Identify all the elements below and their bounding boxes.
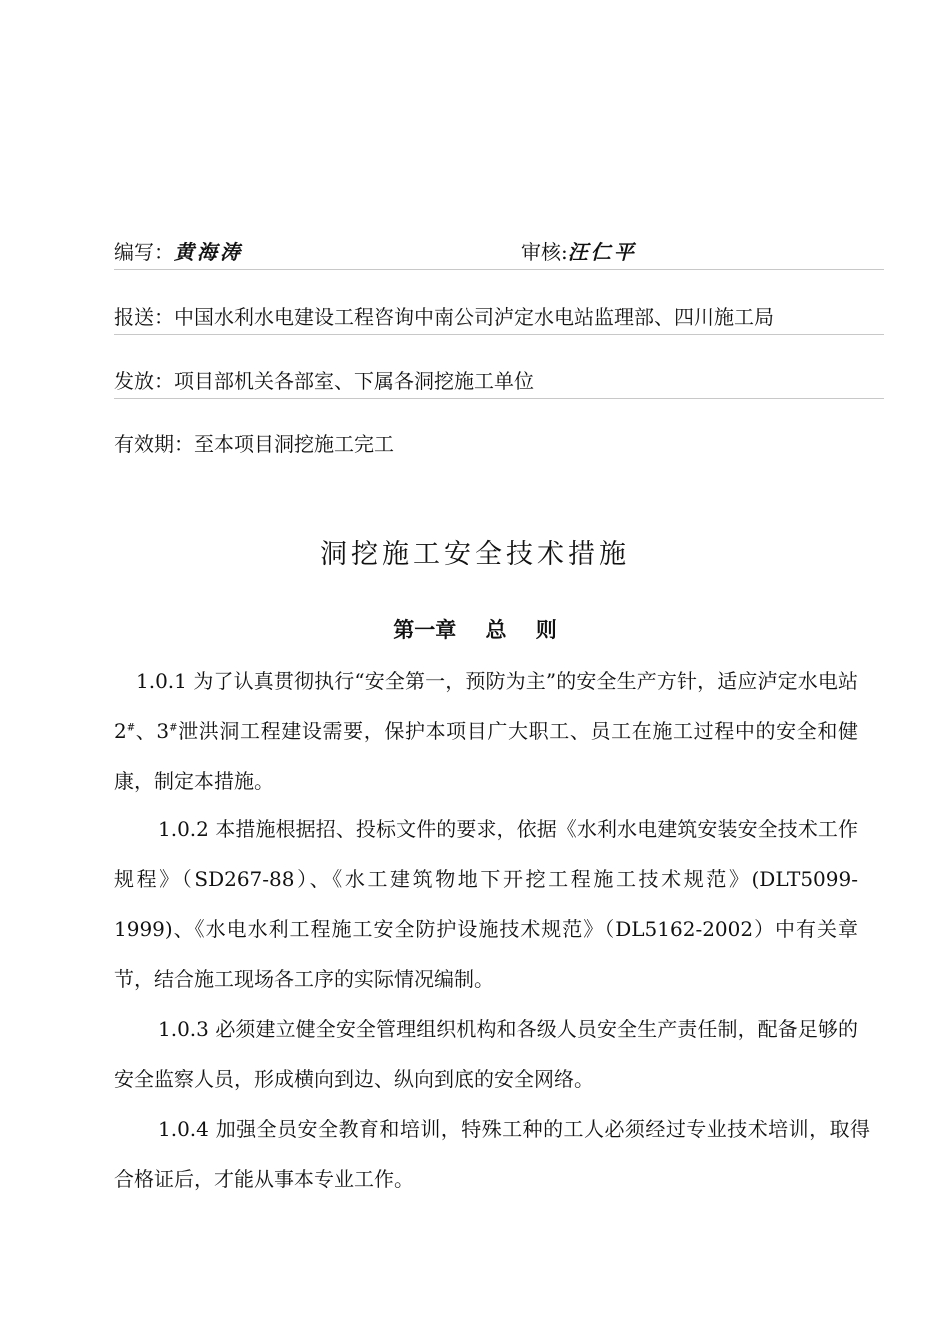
distribute-to-line: 发放：项目部机关各部室、下属各洞挖施工单位 [114,367,884,399]
clause-1-0-1-sup-b: # [169,722,178,734]
signature-line [114,238,884,270]
reviewer-signature: 汪仁平 [567,240,637,264]
clause-1-0-1-sup-a: # [126,722,136,734]
clause-1-0-1-part-b: 、3 [135,719,170,743]
clause-1-0-4: 1.0.4 加强全员安全教育和培训，特殊工种的工人必须经过专业技术培训，取得合格证后，才能从事本专业工作。 [114,1117,870,1191]
submit-to-line: 报送：中国水利水电建设工程咨询中南公司泸定水电站监理部、四川施工局 [114,303,884,335]
author-label: 编写： [114,240,174,264]
validity-line: 有效期：至本项目洞挖施工完工 [114,432,394,456]
clause-1-0-1-part-c: 泄洪洞工程建设需要，保护本项目广大职工、员工在施工过程中的安全和健康，制定本措施。 [114,719,858,793]
clause-1-0-3: 1.0.3 必须建立健全安全管理组织机构和各级人员安全生产责任制，配备足够的安全监察人员，形成横向到边、纵向到底的安全网络。 [114,1017,858,1091]
reviewer-label: 审核: [521,240,568,264]
chapter-heading: 第一章 总 则 [393,618,557,642]
clause-1-0-1 [114,656,858,806]
clause-1-0-2: 1.0.2 本措施根据招、投标文件的要求，依据《水利水电建筑安装安全技术工作规程》（SD267-88）、《水工建筑物地下开挖工程施工技术规范》(DLT5099-1999)、《水电水利工程施工安全防护设施技术规范》（DL5162-2002）中有关章节，结合施工现场各工序的实际情况编制。 [114,817,858,991]
author-signature: 黄海涛 [174,240,243,264]
reviewer-block [521,238,637,266]
clause-1-0-1-part-a: 1.0.1 为了认真贯彻执行“安全第一，预防为主”的安全生产方针，适应泸定水电站 2 [114,669,858,743]
document-title: 洞挖施工安全技术措施 [320,539,630,570]
